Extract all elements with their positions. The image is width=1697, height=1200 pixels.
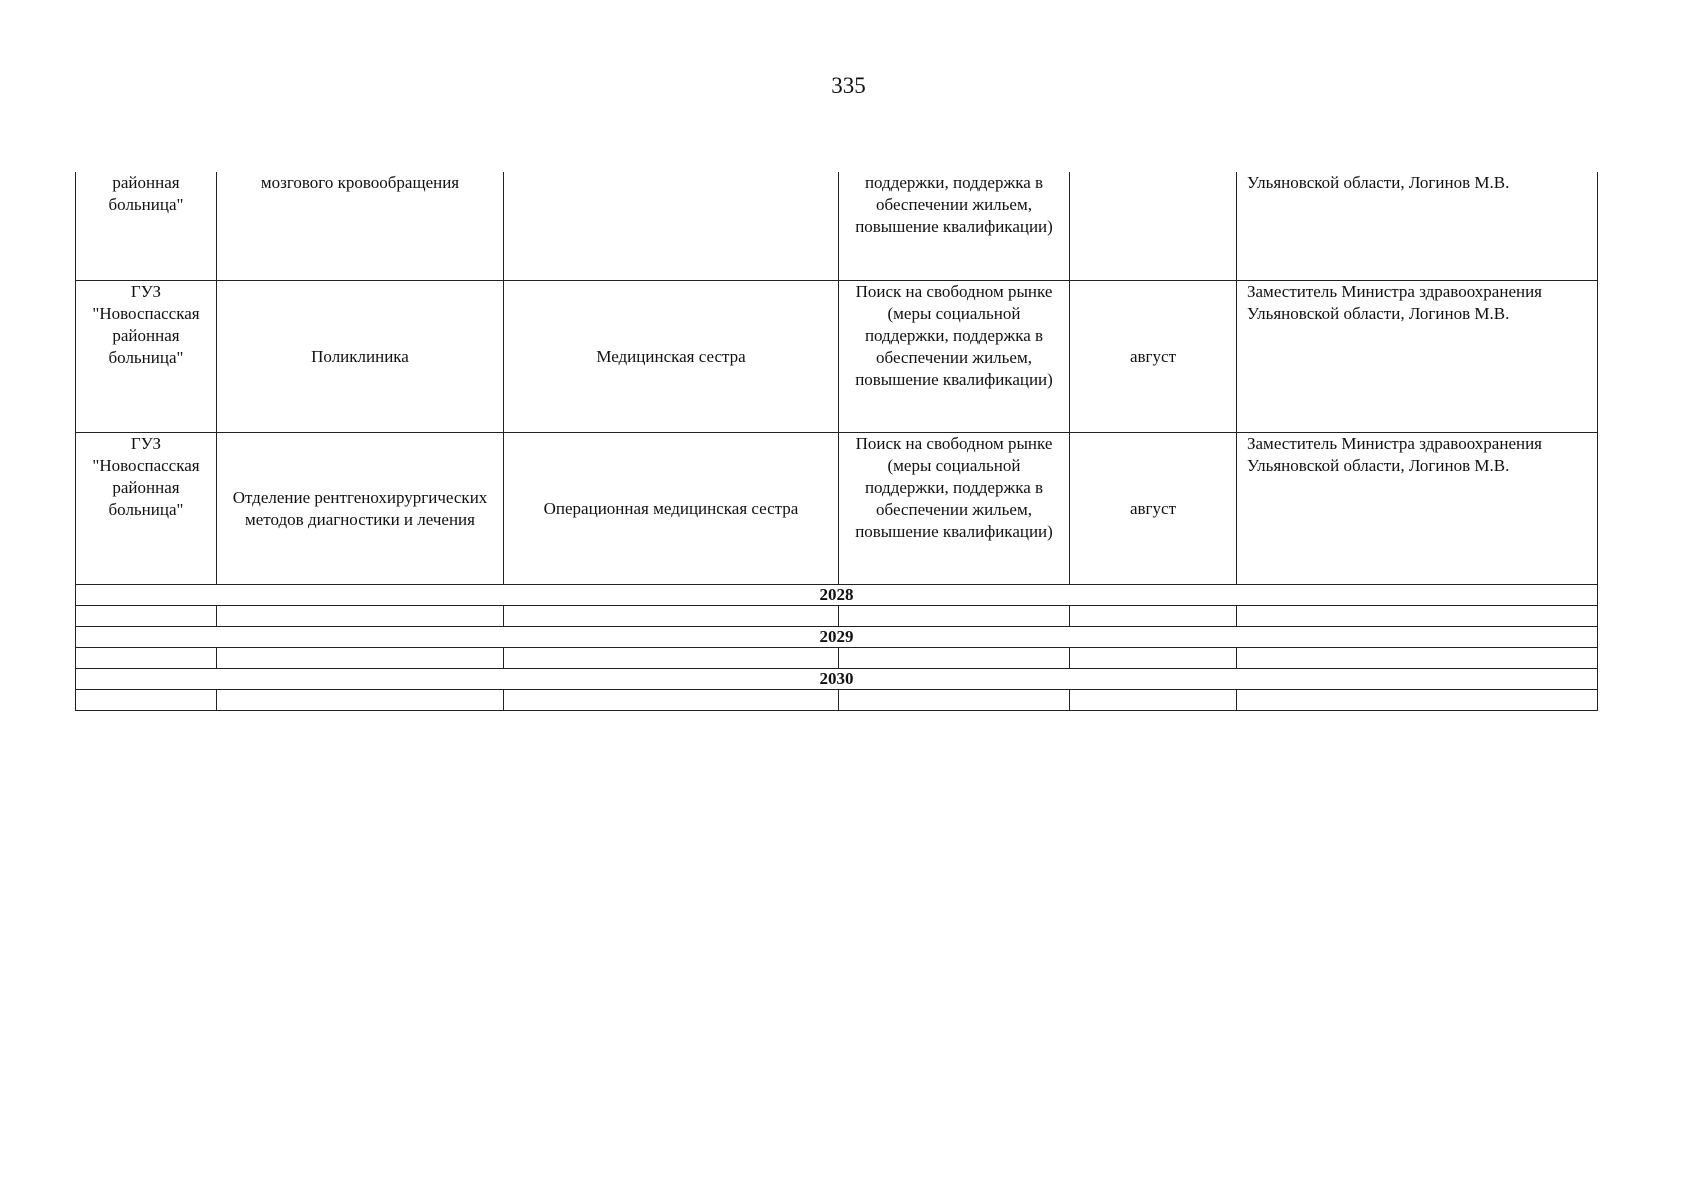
- empty-cell: [217, 648, 504, 669]
- cell-deadline: [1070, 172, 1237, 281]
- table-row: [76, 172, 1598, 281]
- empty-cell: [504, 690, 839, 711]
- cell-responsible: Заместитель Министра здравоохранения Ульяновской области, Логинов М.В.: [1237, 281, 1598, 433]
- year-label: 2029: [76, 627, 1598, 648]
- cell-measures: Поиск на свободном рынке (меры социальной поддержки, поддержка в обеспечении жильем, повышение квалификации): [839, 433, 1070, 585]
- year-label: 2030: [76, 669, 1598, 690]
- empty-cell: [504, 606, 839, 627]
- empty-cell: [1237, 690, 1598, 711]
- table-row: [76, 433, 1598, 585]
- cell-position: Операционная медицинская сестра: [504, 433, 839, 585]
- empty-cell: [1070, 648, 1237, 669]
- empty-cell: [76, 606, 217, 627]
- empty-cell: [839, 690, 1070, 711]
- cell-organization: районная больница": [76, 172, 217, 281]
- cell-department: мозгового кровообращения: [217, 172, 504, 281]
- empty-cell: [1237, 648, 1598, 669]
- empty-cell: [839, 648, 1070, 669]
- cell-deadline: август: [1070, 281, 1237, 433]
- year-header-row: [76, 585, 1598, 606]
- cell-position: [504, 172, 839, 281]
- empty-cell: [839, 606, 1070, 627]
- page-number: 335: [831, 73, 866, 98]
- empty-cell: [217, 606, 504, 627]
- empty-cell: [504, 648, 839, 669]
- cell-responsible: Заместитель Министра здравоохранения Ульяновской области, Логинов М.В.: [1237, 433, 1598, 585]
- cell-position: Медицинская сестра: [504, 281, 839, 433]
- table-row: [76, 281, 1598, 433]
- empty-table-row: [76, 690, 1598, 711]
- cell-department: Поликлиника: [217, 281, 504, 433]
- year-header-row: [76, 627, 1598, 648]
- cell-organization: ГУЗ "Новоспасская районная больница": [76, 281, 217, 433]
- year-label: 2028: [76, 585, 1598, 606]
- empty-cell: [1070, 606, 1237, 627]
- empty-cell: [76, 648, 217, 669]
- empty-table-row: [76, 606, 1598, 627]
- empty-cell: [217, 690, 504, 711]
- cell-measures: поддержки, поддержка в обеспечении жильем, повышение квалификации): [839, 172, 1070, 281]
- empty-cell: [1237, 606, 1598, 627]
- cell-department: Отделение рентгенохирургических методов диагностики и лечения: [217, 433, 504, 585]
- cell-deadline: август: [1070, 433, 1237, 585]
- empty-cell: [1070, 690, 1237, 711]
- cell-measures: Поиск на свободном рынке (меры социальной поддержки, поддержка в обеспечении жильем, повышение квалификации): [839, 281, 1070, 433]
- cell-responsible: Ульяновской области, Логинов М.В.: [1237, 172, 1598, 281]
- cell-organization: ГУЗ "Новоспасская районная больница": [76, 433, 217, 585]
- staffing-plan-table: [75, 172, 1598, 711]
- empty-cell: [76, 690, 217, 711]
- empty-table-row: [76, 648, 1598, 669]
- year-header-row: [76, 669, 1598, 690]
